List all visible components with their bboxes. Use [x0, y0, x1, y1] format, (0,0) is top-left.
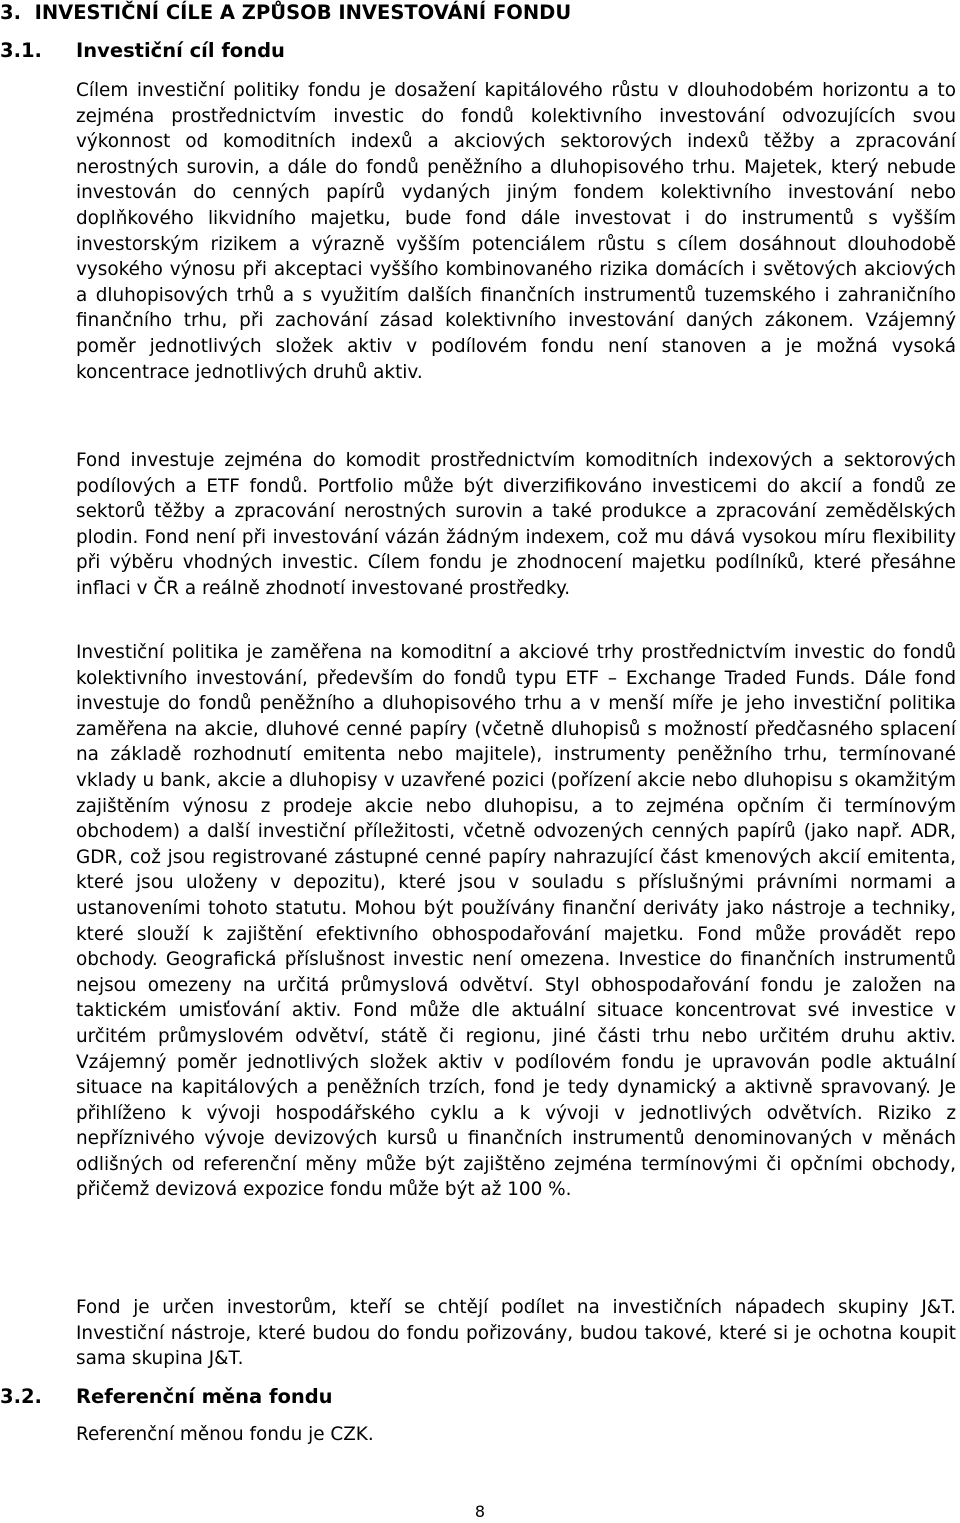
subsection-number: 3.2. — [0, 1385, 42, 1408]
paragraph: Referenční měnou fondu je CZK. — [76, 1424, 374, 1445]
section-number: 3. — [0, 1, 21, 24]
subsection-heading-investment-goal — [0, 38, 285, 64]
paragraph: Fond je určen investorům, kteří se chtějí podílet na investičních nápadech skupiny J&T. Investiční nástroje, které budou do fondu pořizovány, budou takové, které si je ochotna koupit sama skupina J&T. — [76, 1297, 956, 1370]
section-heading — [0, 0, 571, 26]
section-title: INVESTIČNÍ CÍLE A ZPŮSOB INVESTOVÁNÍ FONDU — [34, 1, 572, 24]
subsection-number: 3.1. — [0, 39, 42, 62]
paragraph: Cílem investiční politiky fondu je dosažení kapitálového růstu v dlouhodobém horizontu a to zejména prostřednictvím investic do fondů kolektivního investování odvozujících svou výkonnost od komoditních indexů a akciových sektorových indexů těžby a zpracování nerostných surovin, a dále do fondů peněžního a dluhopisového trhu. Majetek, který nebude investován do cenných papírů vydaných jiným fondem kolektivního investování nebo doplňkového likvidního majetku, bude fond dále investovat i do instrumentů s vyšším investorským rizikem a výrazně vyšším potenciálem růstu s cílem dosáhnout dlouhodobě vysokého výnosu při akceptaci vyššího kombinovaného rizika domácích i světových akciových a dluhopisových trhů a s využitím dalších finančních instrumentů tuzemského i zahraničního finančního trhu, při zachování zásad kolektivního investování daných zákonem. Vzájemný poměr jednotlivých složek aktiv v podílovém fondu není stanoven a je možná vysoká koncentrace jednotlivých druhů aktiv. — [76, 80, 956, 383]
page-number: 8 — [474, 1502, 486, 1521]
subsection-heading-reference-currency — [0, 1384, 333, 1410]
paragraph: Fond investuje zejména do komodit prostřednictvím komoditních indexových a sektorových podílových a ETF fondů. Portfolio může být diverzifikováno investicemi do akcií a fondů ze sektorů těžby a zpracování nerostných surovin a také produkce a zpracování zemědělských plodin. Fond není při investování vázán žádným indexem, což mu dává vysokou míru flexibility při výběru vhodných investic. Cílem fondu je zhodnocení majetku podílníků, které přesáhne inflaci v ČR a reálně zhodnotí investované prostředky. — [76, 450, 956, 599]
subsection-title: Investiční cíl fondu — [76, 39, 285, 62]
paragraph: Investiční politika je zaměřena na komoditní a akciové trhy prostřednictvím investic do fondů kolektivního investování, především do fondů typu ETF – Exchange Traded Funds. Dále fond investuje do fondů peněžního a dluhopisového trhu a v menší míře je jeho investiční politika zaměřena na akcie, dluhové cenné papíry (včetně dluhopisů s možností předčasného splacení na základě rozhodnutí emitenta nebo majitele), instrumenty peněžního trhu, termínované vklady u bank, akcie a dluhopisy v uzavřené pozici (pořízení akcie nebo dluhopisu s okamžitým zajištěním výnosu z prodeje akcie nebo dluhopisu, a to zejména opčním či termínovým obchodem) a další investiční příležitosti, včetně odvozených cenných papírů (jako např. ADR, GDR, což jsou registrované zástupné cenné papíry nahrazující část kmenových akcií emitenta, které jsou uloženy v depozitu), které jsou v souladu s příslušnými právními normami a ustanoveními tohoto statutu. Mohou být používány finanční deriváty jako nástroje a techniky, které slouží k zajištění efektivního obhospodařování majetku. Fond může provádět repo obchody. Geografická příslušnost investic není omezena. Investice do finančních instrumentů nejsou omezeny na určitá průmyslová odvětví. Styl obhospodařování fondu je založen na taktickém umisťování aktiv. Fond může dle aktuální situace koncentrovat své investice v určitém průmyslovém odvětví, státě či regionu, jiné části trhu nebo určitém druhu aktiv. Vzájemný poměr jednotlivých složek aktiv v podílovém fondu je upravován podle aktuální situace na kapitálových a peněžních trzích, fond je tedy dynamický a aktivně spravovaný. Je přihlíženo k vývoji hospodářského cyklu a k vývoji v jednotlivých odvětvích. Riziko z nepříznivého vývoje devizových kursů u finančních instrumentů denominovaných v měnách odlišných od referenční měny může být zajištěno zejména termínovými či opčními obchody, přičemž devizová expozice fondu může být až 100 %. — [76, 642, 956, 1201]
subsection-title: Referenční měna fondu — [76, 1385, 333, 1408]
